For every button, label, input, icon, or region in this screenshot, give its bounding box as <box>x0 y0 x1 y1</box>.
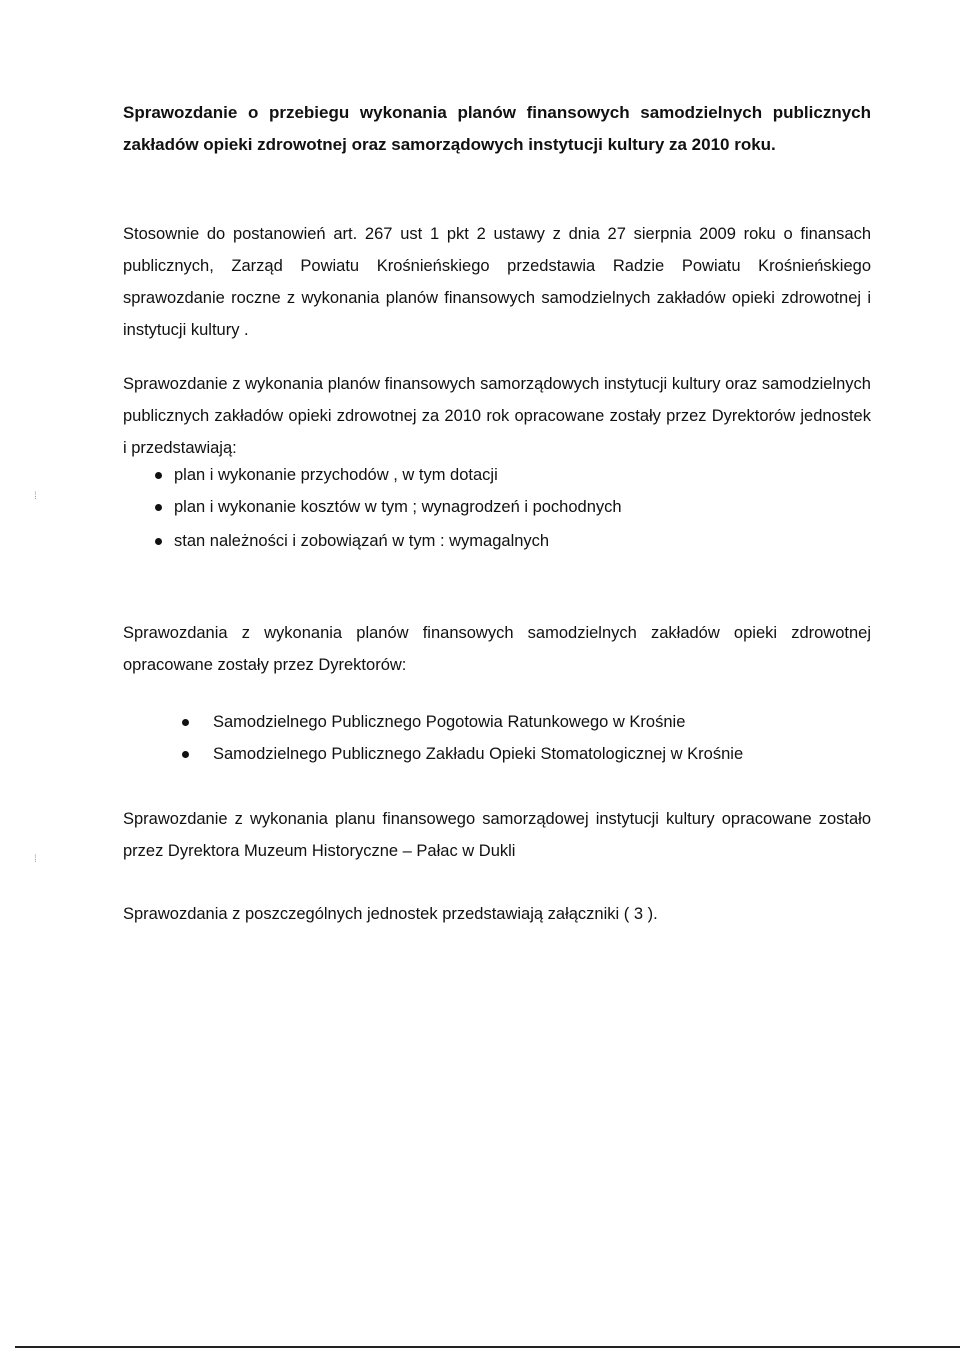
scan-artifact: ⁞ <box>34 854 37 865</box>
list-item-text: stan należności i zobowiązań w tym : wymagalnych <box>174 532 550 550</box>
bottom-edge-line <box>15 1346 960 1348</box>
list-item-text: plan i wykonanie kosztów w tym ; wynagrodzeń i pochodnych <box>174 498 622 516</box>
bullet-icon <box>155 504 162 511</box>
health-units-list <box>176 706 743 770</box>
list-item <box>176 706 743 738</box>
list-item-text: plan i wykonanie przychodów , w tym dotacji <box>174 466 498 484</box>
list-item <box>147 459 622 491</box>
bullet-icon <box>155 472 162 479</box>
list-item <box>147 525 622 557</box>
list-item-text: Samodzielnego Publicznego Zakładu Opieki Stomatologicznej w Krośnie <box>213 745 744 763</box>
paragraph-museum: Sprawozdanie z wykonania planu finansowego samorządowej instytucji kultury opracowane zostało przez Dyrektora Muzeum Historyczne – Pałac w Dukli <box>123 810 871 860</box>
paragraph-health-units: Sprawozdania z wykonania planów finansowych samodzielnych zakładów opieki zdrowotnej opracowane zostały przez Dyrektorów: <box>123 624 871 674</box>
paragraph-report-contents: Sprawozdanie z wykonania planów finansowych samorządowych instytucji kultury oraz samodzielnych publicznych zakładów opieki zdrowotnej za 2010 rok opracowane zostały przez Dyrektorów jednostek i przedstawiają: <box>123 375 871 457</box>
scan-artifact: ⁞ <box>34 491 37 502</box>
list-item-text: Samodzielnego Publicznego Pogotowia Ratunkowego w Krośnie <box>213 713 686 731</box>
paragraph-attachments: Sprawozdania z poszczególnych jednostek przedstawiają załączniki ( 3 ). <box>123 905 658 923</box>
bullet-icon <box>182 751 189 758</box>
list-item <box>176 738 743 770</box>
bullet-icon <box>182 719 189 726</box>
bullet-icon <box>155 538 162 545</box>
list-item <box>147 491 622 523</box>
paragraph-legal-basis: Stosownie do postanowień art. 267 ust 1 pkt 2 ustawy z dnia 27 sierpnia 2009 roku o finansach publicznych, Zarząd Powiatu Krośnieńskiego przedstawia Radzie Powiatu Krośnieńskiego sprawozdanie roczne z wykonania planów finansowych samodzielnych zakładów opieki zdrowotnej i instytucji kultury . <box>123 225 871 339</box>
document-title: Sprawozdanie o przebiegu wykonania planów finansowych samodzielnych publicznych zakładów opieki zdrowotnej oraz samorządowych instytucji kultury za 2010 roku. <box>123 103 871 154</box>
report-contents-list <box>147 459 622 557</box>
